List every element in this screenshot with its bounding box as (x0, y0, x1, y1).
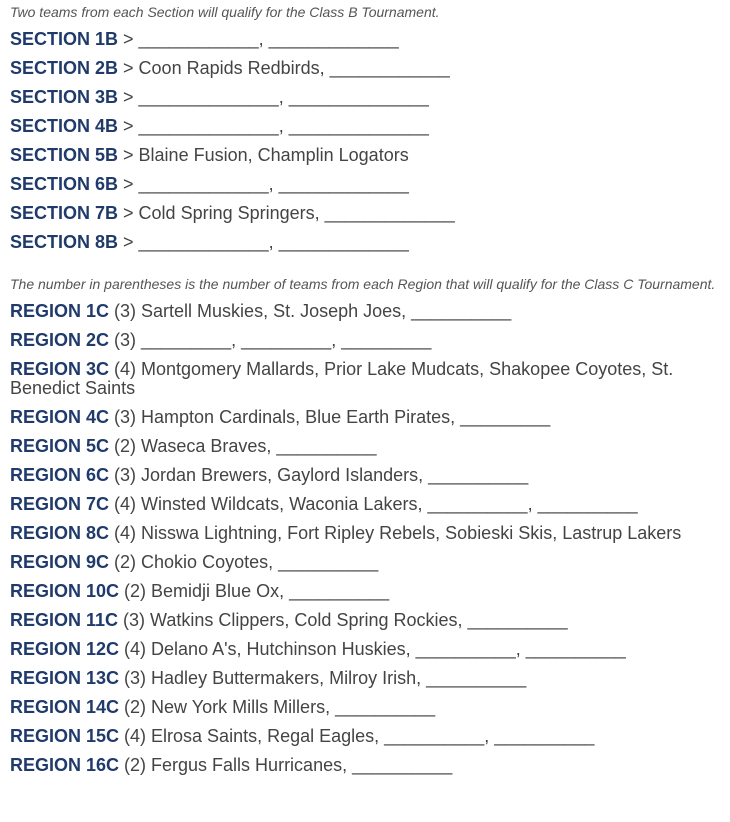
region-row (10, 437, 720, 456)
region-row (10, 727, 720, 746)
section-row (10, 146, 720, 165)
region-teams: (3) _________, _________, _________ (109, 330, 432, 350)
class-b-section-list (10, 30, 720, 252)
class-b-note: Two teams from each Section will qualify for the Class B Tournament. (10, 4, 440, 20)
region-teams: (4) Winsted Wildcats, Waconia Lakers, __________, __________ (109, 494, 638, 514)
section-label: SECTION 3B (10, 87, 119, 107)
section-row (10, 204, 720, 223)
section-teams: > Cold Spring Springers, _____________ (118, 203, 455, 223)
section-teams: > Coon Rapids Redbirds, ____________ (118, 58, 450, 78)
region-label: REGION 7C (10, 494, 110, 514)
section-teams: > ____________, _____________ (118, 29, 399, 49)
region-row (10, 360, 720, 398)
region-label: REGION 3C (10, 359, 110, 379)
class-c-region-list (10, 302, 720, 775)
region-row (10, 582, 720, 601)
region-row (10, 524, 720, 543)
region-label: REGION 9C (10, 552, 110, 572)
region-teams: (4) Delano A's, Hutchinson Huskies, __________, __________ (119, 639, 626, 659)
section-row (10, 117, 720, 136)
section-label: SECTION 8B (10, 232, 119, 252)
region-row (10, 698, 720, 717)
region-label: REGION 16C (10, 755, 120, 775)
section-teams: > _____________, _____________ (118, 232, 409, 252)
region-row (10, 756, 720, 775)
section-label: SECTION 2B (10, 58, 119, 78)
section-row (10, 59, 720, 78)
region-teams: (2) New York Mills Millers, __________ (119, 697, 436, 717)
region-label: REGION 11C (10, 610, 119, 630)
region-teams: (3) Sartell Muskies, St. Joseph Joes, __________ (109, 301, 512, 321)
region-row (10, 611, 720, 630)
region-label: REGION 12C (10, 639, 120, 659)
region-row (10, 331, 720, 350)
region-row (10, 640, 720, 659)
section-teams: > _____________, _____________ (118, 174, 409, 194)
region-label: REGION 13C (10, 668, 120, 688)
region-row (10, 495, 720, 514)
section-label: SECTION 5B (10, 145, 119, 165)
section-label: SECTION 6B (10, 174, 119, 194)
region-teams: (4) Elrosa Saints, Regal Eagles, __________, __________ (119, 726, 595, 746)
region-teams: (3) Watkins Clippers, Cold Spring Rockies, __________ (118, 610, 568, 630)
region-label: REGION 6C (10, 465, 110, 485)
region-teams: (3) Hampton Cardinals, Blue Earth Pirates, _________ (109, 407, 551, 427)
section-teams: > ______________, ______________ (118, 116, 429, 136)
section-teams: > ______________, ______________ (118, 87, 429, 107)
section-row (10, 30, 720, 49)
region-label: REGION 5C (10, 436, 110, 456)
section-row (10, 88, 720, 107)
section-teams: > Blaine Fusion, Champlin Logators (118, 145, 409, 165)
region-teams: (2) Chokio Coyotes, __________ (109, 552, 379, 572)
region-row (10, 553, 720, 572)
class-c-note: The number in parentheses is the number of teams from each Region that will qualify for the Class C Tournament. (10, 276, 716, 292)
region-teams: (3) Hadley Buttermakers, Milroy Irish, __________ (119, 668, 527, 688)
section-label: SECTION 4B (10, 116, 119, 136)
region-teams: (3) Jordan Brewers, Gaylord Islanders, __________ (109, 465, 529, 485)
region-row (10, 302, 720, 321)
region-label: REGION 10C (10, 581, 120, 601)
section-label: SECTION 7B (10, 203, 119, 223)
region-teams: (4) Nisswa Lightning, Fort Ripley Rebels, Sobieski Skis, Lastrup Lakers (109, 523, 682, 543)
region-label: REGION 2C (10, 330, 110, 350)
region-label: REGION 15C (10, 726, 120, 746)
region-label: REGION 14C (10, 697, 120, 717)
section-row (10, 233, 720, 252)
section-row (10, 175, 720, 194)
region-teams: (2) Waseca Braves, __________ (109, 436, 377, 456)
region-label: REGION 8C (10, 523, 110, 543)
region-row (10, 466, 720, 485)
region-label: REGION 1C (10, 301, 110, 321)
region-teams: (2) Fergus Falls Hurricanes, __________ (119, 755, 453, 775)
region-teams: (4) Montgomery Mallards, Prior Lake Mudcats, Shakopee Coyotes, St. Benedict Saints (10, 359, 674, 398)
region-row (10, 408, 720, 427)
region-row (10, 669, 720, 688)
section-label: SECTION 1B (10, 29, 119, 49)
region-label: REGION 4C (10, 407, 110, 427)
region-teams: (2) Bemidji Blue Ox, __________ (119, 581, 390, 601)
